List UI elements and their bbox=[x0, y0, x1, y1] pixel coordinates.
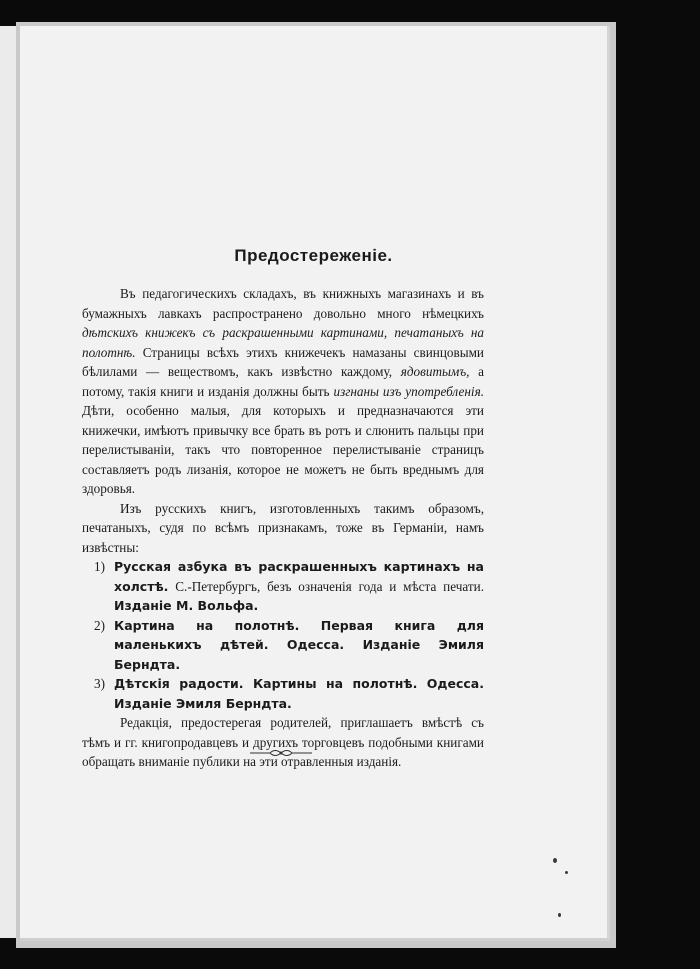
list-item-number: 1) bbox=[94, 559, 105, 574]
paragraph-russian-books: Изъ русскихъ книгъ, изготовленныхъ такимъ образомъ, печатаныхъ, судя по всѣмъ признакамъ, тоже въ Германіи, намъ извѣстны: bbox=[82, 500, 484, 555]
list-item bbox=[82, 674, 484, 713]
para1-text-4: Дѣти, особенно малыя, для которыхъ и предназначаются эти книжечки, имѣютъ привычку все брать въ ротъ и слюнить пальцы при перелистываніи, такъ что повторенное перелистываніе страницъ составляетъ родъ лизанія, которое не можетъ не быть вреднымъ для здоровья. bbox=[82, 403, 484, 496]
ink-spot bbox=[558, 913, 561, 917]
book-details: С.-Петербургъ, безъ означенія года и мѣста печати. bbox=[168, 578, 484, 594]
para1-text-3: а потому, такія книги и изданія должны быть bbox=[82, 364, 484, 399]
book-title: Русская азбука въ раскрашенныхъ картинахъ на холстѣ. bbox=[114, 559, 484, 594]
para1-italic-2: ядовитымъ, bbox=[400, 364, 470, 379]
para1-italic-3: изгнаны изъ употребленія. bbox=[333, 383, 484, 399]
list-item bbox=[82, 557, 484, 616]
ink-spot bbox=[553, 858, 557, 863]
para1-italic-1: дѣтскихъ книжекъ съ раскрашенными картинами, печатаныхъ на полотнѣ. bbox=[82, 325, 484, 360]
ink-spot bbox=[565, 871, 568, 874]
book-publisher: Изданіе М. Вольфа. bbox=[114, 598, 259, 613]
book-page bbox=[20, 26, 610, 941]
list-item-number: 2) bbox=[94, 617, 105, 633]
para1-text-1: Въ педагогическихъ складахъ, въ книжныхъ магазинахъ и въ бумажныхъ лавкахъ распространено довольно много нѣмецкихъ bbox=[82, 286, 484, 321]
paragraph-editorial-note: Редакція, предостерегая родителей, приглашаетъ вмѣстѣ съ тѣмъ и гг. книгопродавцевъ и другихъ торговцевъ подобными книгами обращать вниманіе публики на эти отравленныя изданія. bbox=[82, 715, 484, 769]
list-item bbox=[82, 616, 484, 675]
page-body bbox=[82, 284, 484, 772]
list-item-number: 3) bbox=[94, 676, 105, 691]
ornament-divider bbox=[248, 746, 314, 760]
paragraph-warning bbox=[82, 284, 484, 499]
page-heading: Предостереженіе. bbox=[234, 246, 393, 265]
book-title: Дѣтскія радости. Картины на полотнѣ. Одесса. Изданіе Эмиля Берндта. bbox=[114, 676, 484, 711]
book-list bbox=[82, 557, 484, 713]
book-title: Картина на полотнѣ. Первая книга для маленькихъ дѣтей. Одесса. Изданіе Эмиля Берндта. bbox=[114, 617, 484, 672]
para1-text-2: Страницы всѣхъ этихъ книжечекъ намазаны свинцовыми бѣлилами — веществомъ, какъ извѣстно каждому, bbox=[82, 344, 484, 379]
